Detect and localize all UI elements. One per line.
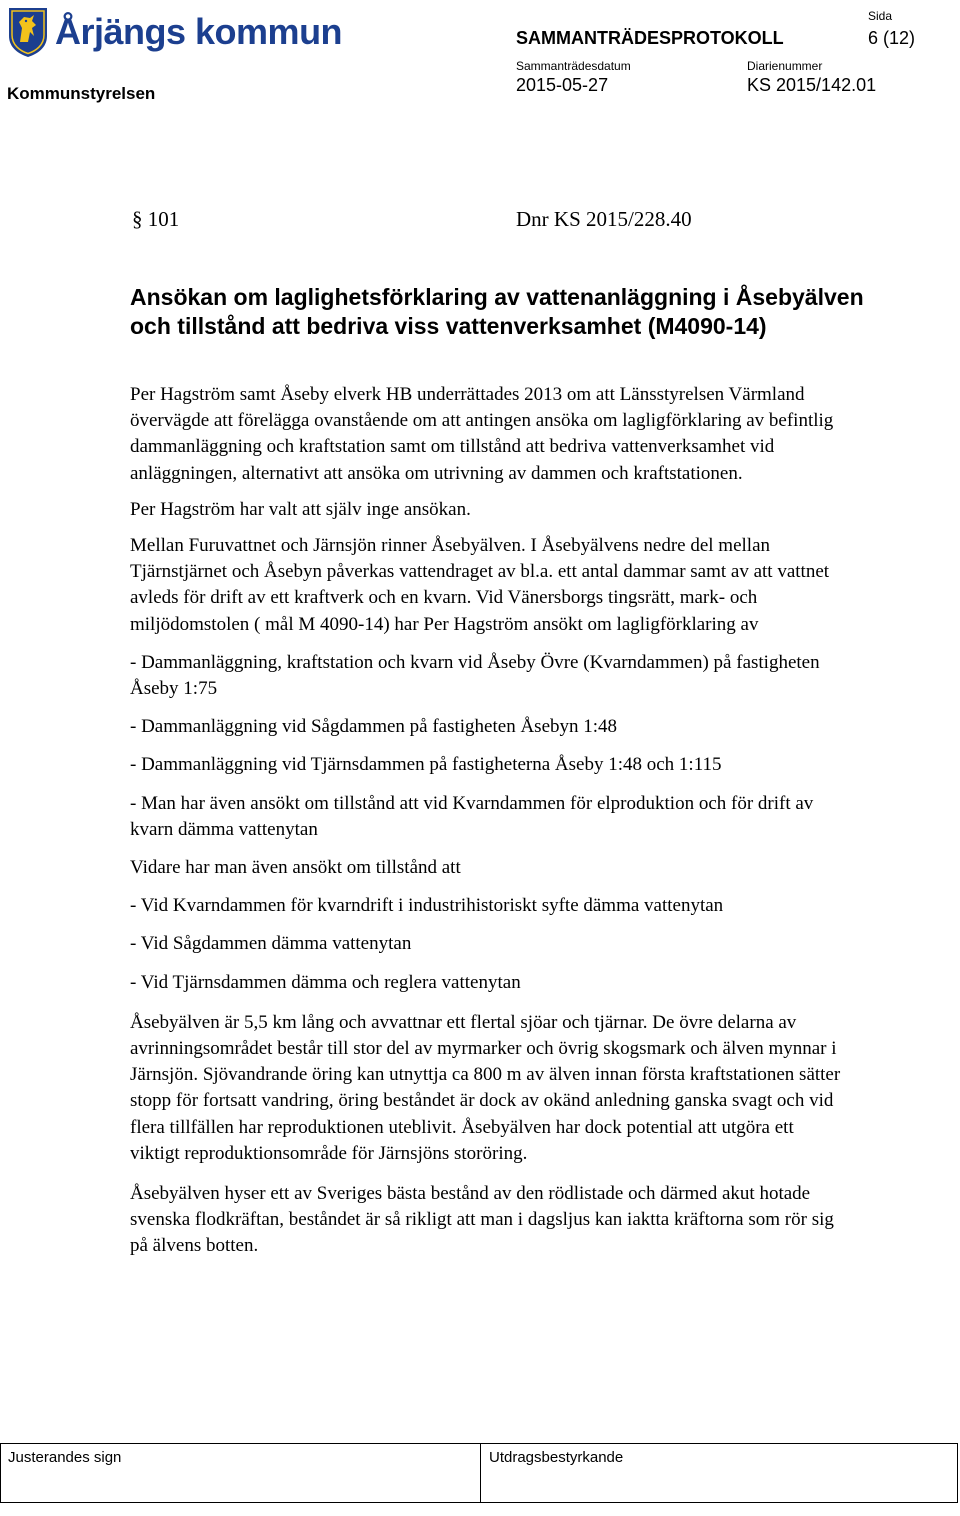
paragraph: Per Hagström har valt att själv inge ansökan. [130, 498, 471, 520]
document-type: SAMMANTRÄDESPROTOKOLL [516, 28, 784, 48]
paragraph: Åsebyälven är 5,5 km lång och avvattnar ett flertal sjöar och tjärnar. De övre delarna av avrinningsområdet består till stor del av myrmarker och övrig skogsmark och älven mynnar i Järnsjön. Sjövandrande öring kan utnyttja ca 800 m av älven innan första kraftstationen sätter stopp för fortsatt vandring, öring beståndet är dock av okänd anledning ganska svagt och vid flera tillfällen har reproduktionen uteblivit. Åsebyälven har dock potential att utgöra ett viktigt reproduktionsområde för Järnsjöns storöring. [130, 1011, 841, 1164]
extract-certification-box [481, 1444, 957, 1502]
list-item: - Vid Sågdammen dämma vattenytan [130, 933, 412, 955]
list-item: - Dammanläggning vid Tjärnsdammen på fastigheterna Åseby 1:48 och 1:115 [130, 754, 722, 776]
municipality-logo [7, 4, 342, 60]
diary-number-label: Diarienummer [747, 59, 823, 73]
meeting-date: 2015-05-27 [516, 75, 609, 95]
page-number: 6 (12) [868, 28, 916, 48]
signature-footer [0, 1443, 958, 1503]
paragraph: Vidare har man även ansökt om tillstånd att [130, 857, 461, 879]
committee-name: Kommunstyrelsen [7, 84, 156, 103]
coat-of-arms-icon [7, 6, 49, 58]
paragraph: Åsebyälven hyser ett av Sveriges bästa bestånd av den rödlistade och därmed akut hotade svenska flodkräftan, beståndet är så rikligt att man i dagsljus kan iaktta kräftorna som rör sig på älvens botten. [130, 1183, 834, 1257]
extract-certification-label: Utdragsbestyrkande [489, 1449, 624, 1466]
page-label: Sida [868, 9, 893, 23]
list-item: - Vid Kvarndammen för kvarndrift i industrihistoriskt syfte dämma vattenytan [130, 895, 724, 917]
list-item: - Dammanläggning, kraftstation och kvarn vid Åseby Övre (Kvarndammen) på fastigheten Åseby 1:75 [130, 651, 820, 700]
section-number: § 101 [132, 207, 180, 231]
paragraph: Mellan Furuvattnet och Järnsjön rinner Åsebyälven. I Åsebyälvens nedre del mellan Tjärnstjärnet och Åsebyn påverkas vattendraget av bl.a. ett antal dammar samt av att vattnet avleds för drift av ett kraftverk och en kvarn. Vid Vänersborgs tingsrätt, mark- och miljödomstolen ( mål M 4090-14) har Per Hagström ansökt om lagligförklaring av [130, 535, 830, 635]
municipality-name: Årjängs kommun [55, 11, 343, 52]
list-item: - Vid Tjärnsdammen dämma och reglera vattenytan [130, 971, 521, 993]
adjuster-signature-box [1, 1444, 481, 1502]
list-item: - Man har även ansökt om tillstånd att vid Kvarndammen för elproduktion och för drift av kvarn dämma vattenytan [130, 792, 814, 840]
list-item: - Dammanläggning vid Sågdammen på fastigheten Åsebyn 1:48 [130, 716, 618, 738]
adjuster-signature-label: Justerandes sign [8, 1449, 122, 1466]
case-body [130, 382, 848, 1260]
meeting-date-label: Sammanträdesdatum [516, 59, 631, 73]
diary-number: KS 2015/142.01 [747, 75, 877, 95]
case-reference: Dnr KS 2015/228.40 [516, 207, 692, 231]
case-title: Ansökan om laglighetsförklaring av vattenanläggning i Åsebyälven och tillstånd att bedriva viss vattenverksamhet (M4090-14) [130, 284, 864, 339]
paragraph: Per Hagström samt Åseby elverk HB underrättades 2013 om att Länsstyrelsen Värmland övervägde att förelägga ovanstående om att antingen ansöka om lagligförklaring av befintlig dammanläggning och kraftstation samt om tillstånd att bedriva vattenverksamhet vid anläggningen, alternativt att ansöka om utrivning av dammen och kraftstationen. [130, 384, 834, 484]
